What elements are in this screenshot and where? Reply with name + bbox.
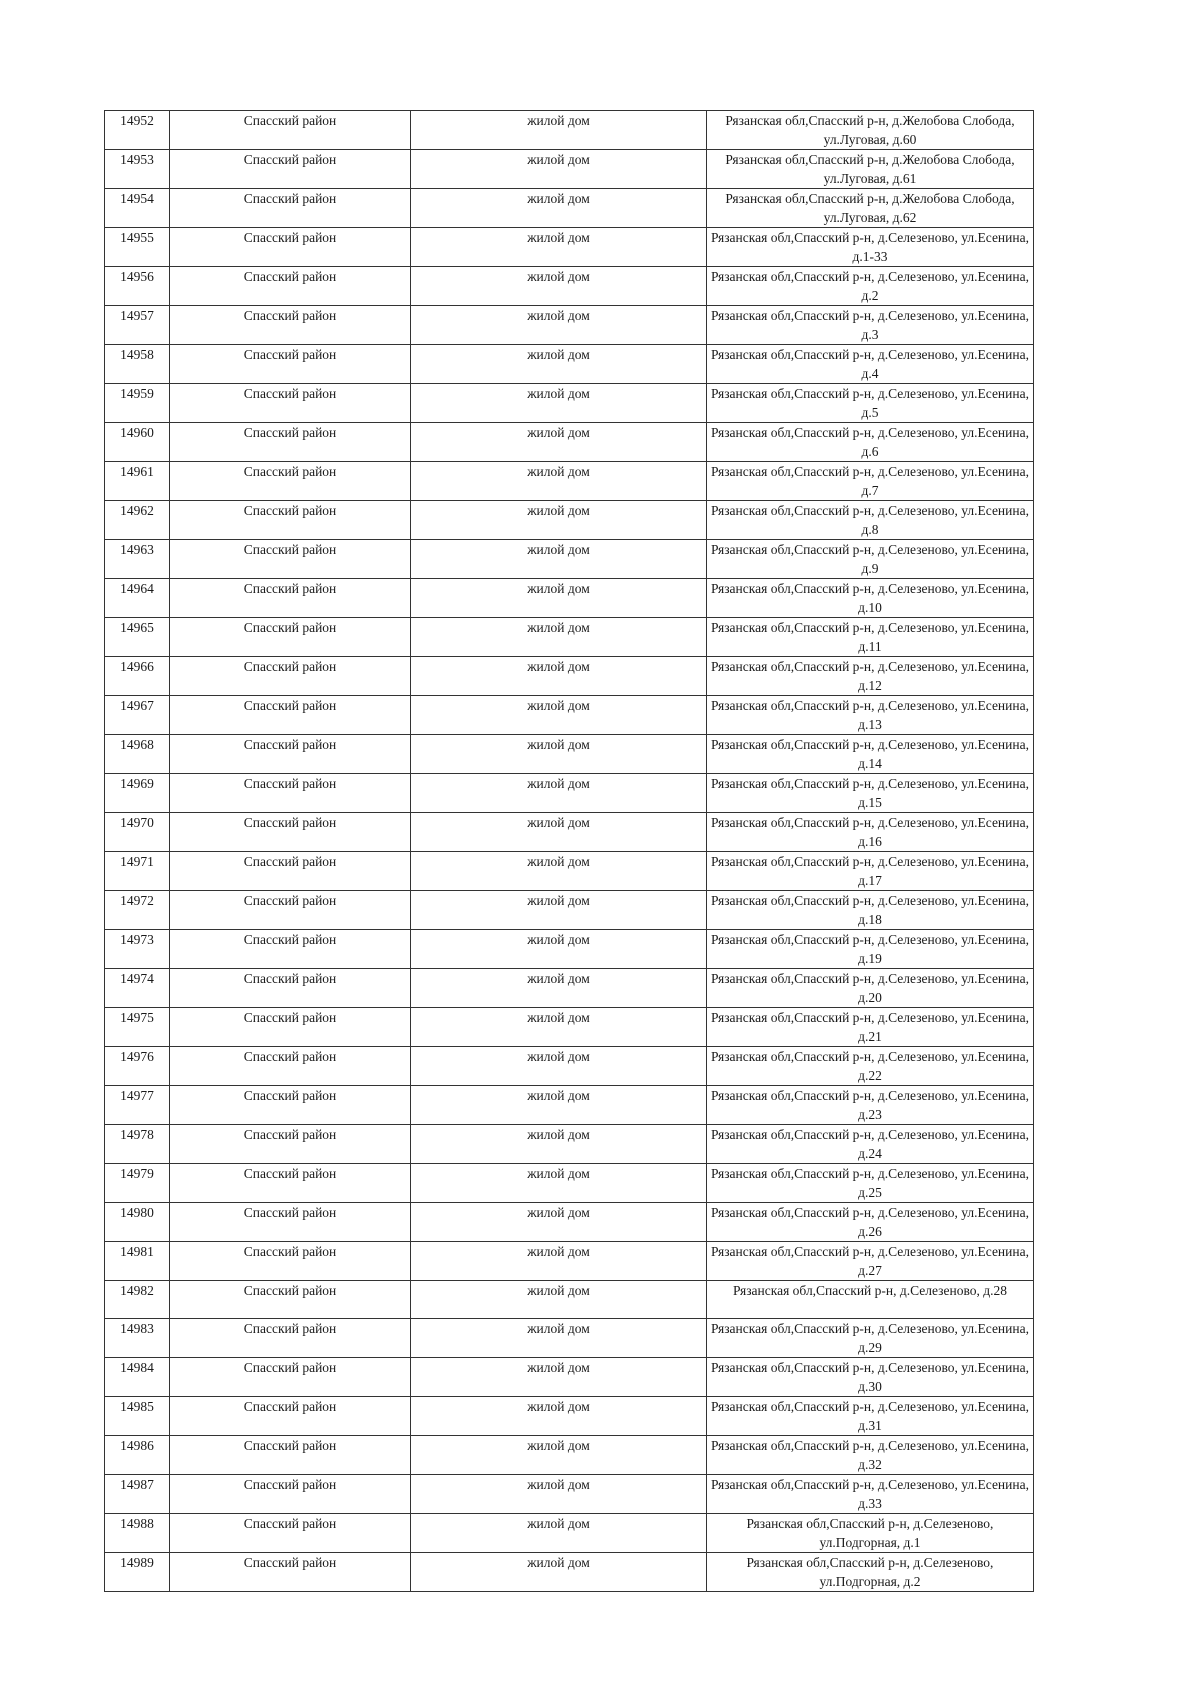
- table-row: [105, 1514, 1034, 1553]
- table-row: [105, 1553, 1034, 1592]
- row-number-cell: 14968: [105, 735, 170, 774]
- district-cell: Спасский район: [170, 540, 411, 579]
- district-cell: Спасский район: [170, 1086, 411, 1125]
- row-number-cell: 14963: [105, 540, 170, 579]
- row-number-cell: 14983: [105, 1319, 170, 1358]
- object-type-cell: жилой дом: [411, 852, 707, 891]
- district-cell: Спасский район: [170, 618, 411, 657]
- object-type-cell: жилой дом: [411, 735, 707, 774]
- address-cell: Рязанская обл,Спасский р-н, д.Селезеново, ул.Есенина, д.12: [707, 657, 1034, 696]
- row-number-cell: 14961: [105, 462, 170, 501]
- table-row: [105, 1319, 1034, 1358]
- row-number-cell: 14988: [105, 1514, 170, 1553]
- table-row: [105, 657, 1034, 696]
- table-row: [105, 228, 1034, 267]
- address-cell: Рязанская обл,Спасский р-н, д.Селезеново, ул.Есенина, д.6: [707, 423, 1034, 462]
- address-cell: Рязанская обл,Спасский р-н, д.Селезеново, ул.Есенина, д.26: [707, 1203, 1034, 1242]
- address-cell: Рязанская обл,Спасский р-н, д.Селезеново, ул.Есенина, д.19: [707, 930, 1034, 969]
- object-type-cell: жилой дом: [411, 306, 707, 345]
- district-cell: Спасский район: [170, 735, 411, 774]
- district-cell: Спасский район: [170, 852, 411, 891]
- table-row: [105, 1125, 1034, 1164]
- district-cell: Спасский район: [170, 384, 411, 423]
- table-row: [105, 150, 1034, 189]
- address-cell: Рязанская обл,Спасский р-н, д.Селезеново, ул.Есенина, д.2: [707, 267, 1034, 306]
- document-page: [104, 110, 1033, 1592]
- row-number-cell: 14982: [105, 1281, 170, 1319]
- district-cell: Спасский район: [170, 1475, 411, 1514]
- address-cell: Рязанская обл,Спасский р-н, д.Селезеново, ул.Есенина, д.9: [707, 540, 1034, 579]
- table-row: [105, 618, 1034, 657]
- address-cell: Рязанская обл,Спасский р-н, д.Желобова Слобода, ул.Луговая, д.60: [707, 111, 1034, 150]
- object-type-cell: жилой дом: [411, 813, 707, 852]
- address-cell: Рязанская обл,Спасский р-н, д.Желобова Слобода, ул.Луговая, д.61: [707, 150, 1034, 189]
- object-type-cell: жилой дом: [411, 345, 707, 384]
- district-cell: Спасский район: [170, 423, 411, 462]
- district-cell: Спасский район: [170, 462, 411, 501]
- district-cell: Спасский район: [170, 1319, 411, 1358]
- address-cell: Рязанская обл,Спасский р-н, д.Селезеново, ул.Есенина, д.15: [707, 774, 1034, 813]
- row-number-cell: 14965: [105, 618, 170, 657]
- object-type-cell: жилой дом: [411, 1203, 707, 1242]
- district-cell: Спасский район: [170, 813, 411, 852]
- district-cell: Спасский район: [170, 657, 411, 696]
- object-type-cell: жилой дом: [411, 501, 707, 540]
- address-cell: Рязанская обл,Спасский р-н, д.Селезеново, ул.Есенина, д.27: [707, 1242, 1034, 1281]
- district-cell: Спасский район: [170, 189, 411, 228]
- row-number-cell: 14953: [105, 150, 170, 189]
- row-number-cell: 14959: [105, 384, 170, 423]
- district-cell: Спасский район: [170, 1203, 411, 1242]
- row-number-cell: 14973: [105, 930, 170, 969]
- table-row: [105, 1242, 1034, 1281]
- table-row: [105, 1008, 1034, 1047]
- table-row: [105, 111, 1034, 150]
- object-type-cell: жилой дом: [411, 969, 707, 1008]
- district-cell: Спасский район: [170, 1397, 411, 1436]
- table-row: [105, 696, 1034, 735]
- table-row: [105, 384, 1034, 423]
- address-cell: Рязанская обл,Спасский р-н, д.Селезеново, ул.Есенина, д.21: [707, 1008, 1034, 1047]
- address-cell: Рязанская обл,Спасский р-н, д.Селезеново, ул.Есенина, д.29: [707, 1319, 1034, 1358]
- district-cell: Спасский район: [170, 1164, 411, 1203]
- address-cell: Рязанская обл,Спасский р-н, д.Селезеново, д.28: [707, 1281, 1034, 1319]
- district-cell: Спасский район: [170, 969, 411, 1008]
- row-number-cell: 14969: [105, 774, 170, 813]
- row-number-cell: 14976: [105, 1047, 170, 1086]
- object-type-cell: жилой дом: [411, 1047, 707, 1086]
- address-cell: Рязанская обл,Спасский р-н, д.Селезеново, ул.Есенина, д.25: [707, 1164, 1034, 1203]
- object-type-cell: жилой дом: [411, 384, 707, 423]
- row-number-cell: 14956: [105, 267, 170, 306]
- table-row: [105, 1436, 1034, 1475]
- table-row: [105, 735, 1034, 774]
- table-row: [105, 189, 1034, 228]
- row-number-cell: 14987: [105, 1475, 170, 1514]
- district-cell: Спасский район: [170, 267, 411, 306]
- row-number-cell: 14952: [105, 111, 170, 150]
- row-number-cell: 14971: [105, 852, 170, 891]
- address-cell: Рязанская обл,Спасский р-н, д.Селезеново, ул.Есенина, д.30: [707, 1358, 1034, 1397]
- address-cell: Рязанская обл,Спасский р-н, д.Селезеново, ул.Есенина, д.23: [707, 1086, 1034, 1125]
- address-cell: Рязанская обл,Спасский р-н, д.Селезеново, ул.Есенина, д.16: [707, 813, 1034, 852]
- object-type-cell: жилой дом: [411, 774, 707, 813]
- object-type-cell: жилой дом: [411, 1514, 707, 1553]
- table-row: [105, 969, 1034, 1008]
- district-cell: Спасский район: [170, 1358, 411, 1397]
- object-type-cell: жилой дом: [411, 267, 707, 306]
- object-type-cell: жилой дом: [411, 1164, 707, 1203]
- table-row: [105, 930, 1034, 969]
- table-row: [105, 1475, 1034, 1514]
- row-number-cell: 14984: [105, 1358, 170, 1397]
- table-row: [105, 891, 1034, 930]
- object-type-cell: жилой дом: [411, 1553, 707, 1592]
- object-type-cell: жилой дом: [411, 1319, 707, 1358]
- address-cell: Рязанская обл,Спасский р-н, д.Селезеново, ул.Есенина, д.13: [707, 696, 1034, 735]
- district-cell: Спасский район: [170, 891, 411, 930]
- table-body: [105, 111, 1034, 1592]
- table-row: [105, 1164, 1034, 1203]
- district-cell: Спасский район: [170, 1125, 411, 1164]
- district-cell: Спасский район: [170, 1514, 411, 1553]
- district-cell: Спасский район: [170, 111, 411, 150]
- row-number-cell: 14974: [105, 969, 170, 1008]
- table-row: [105, 1086, 1034, 1125]
- object-type-cell: жилой дом: [411, 462, 707, 501]
- table-row: [105, 813, 1034, 852]
- address-cell: Рязанская обл,Спасский р-н, д.Селезеново, ул.Есенина, д.22: [707, 1047, 1034, 1086]
- address-cell: Рязанская обл,Спасский р-н, д.Селезеново, ул.Подгорная, д.1: [707, 1514, 1034, 1553]
- table-row: [105, 267, 1034, 306]
- object-type-cell: жилой дом: [411, 150, 707, 189]
- row-number-cell: 14955: [105, 228, 170, 267]
- district-cell: Спасский район: [170, 1436, 411, 1475]
- object-type-cell: жилой дом: [411, 1008, 707, 1047]
- row-number-cell: 14966: [105, 657, 170, 696]
- address-cell: Рязанская обл,Спасский р-н, д.Селезеново, ул.Есенина, д.32: [707, 1436, 1034, 1475]
- district-cell: Спасский район: [170, 774, 411, 813]
- table-row: [105, 345, 1034, 384]
- table-row: [105, 501, 1034, 540]
- row-number-cell: 14967: [105, 696, 170, 735]
- object-type-cell: жилой дом: [411, 1358, 707, 1397]
- district-cell: Спасский район: [170, 579, 411, 618]
- object-type-cell: жилой дом: [411, 1281, 707, 1319]
- row-number-cell: 14977: [105, 1086, 170, 1125]
- table-row: [105, 774, 1034, 813]
- table-row: [105, 1047, 1034, 1086]
- object-type-cell: жилой дом: [411, 228, 707, 267]
- address-cell: Рязанская обл,Спасский р-н, д.Желобова Слобода, ул.Луговая, д.62: [707, 189, 1034, 228]
- object-type-cell: жилой дом: [411, 423, 707, 462]
- object-type-cell: жилой дом: [411, 657, 707, 696]
- table-row: [105, 1397, 1034, 1436]
- row-number-cell: 14979: [105, 1164, 170, 1203]
- address-cell: Рязанская обл,Спасский р-н, д.Селезеново, ул.Есенина, д.24: [707, 1125, 1034, 1164]
- row-number-cell: 14957: [105, 306, 170, 345]
- row-number-cell: 14958: [105, 345, 170, 384]
- address-cell: Рязанская обл,Спасский р-н, д.Селезеново, ул.Есенина, д.10: [707, 579, 1034, 618]
- table-row: [105, 1358, 1034, 1397]
- table-row: [105, 540, 1034, 579]
- row-number-cell: 14962: [105, 501, 170, 540]
- object-type-cell: жилой дом: [411, 540, 707, 579]
- address-cell: Рязанская обл,Спасский р-н, д.Селезеново, ул.Есенина, д.4: [707, 345, 1034, 384]
- row-number-cell: 14981: [105, 1242, 170, 1281]
- row-number-cell: 14978: [105, 1125, 170, 1164]
- table-row: [105, 423, 1034, 462]
- object-type-cell: жилой дом: [411, 1125, 707, 1164]
- row-number-cell: 14975: [105, 1008, 170, 1047]
- address-cell: Рязанская обл,Спасский р-н, д.Селезеново, ул.Есенина, д.5: [707, 384, 1034, 423]
- row-number-cell: 14970: [105, 813, 170, 852]
- row-number-cell: 14989: [105, 1553, 170, 1592]
- object-type-cell: жилой дом: [411, 1475, 707, 1514]
- table-row: [105, 852, 1034, 891]
- district-cell: Спасский район: [170, 228, 411, 267]
- address-cell: Рязанская обл,Спасский р-н, д.Селезеново, ул.Есенина, д.1-33: [707, 228, 1034, 267]
- address-cell: Рязанская обл,Спасский р-н, д.Селезеново, ул.Есенина, д.18: [707, 891, 1034, 930]
- district-cell: Спасский район: [170, 501, 411, 540]
- district-cell: Спасский район: [170, 1281, 411, 1319]
- address-cell: Рязанская обл,Спасский р-н, д.Селезеново, ул.Есенина, д.31: [707, 1397, 1034, 1436]
- object-type-cell: жилой дом: [411, 930, 707, 969]
- row-number-cell: 14964: [105, 579, 170, 618]
- district-cell: Спасский район: [170, 306, 411, 345]
- object-type-cell: жилой дом: [411, 1436, 707, 1475]
- address-cell: Рязанская обл,Спасский р-н, д.Селезеново, ул.Есенина, д.14: [707, 735, 1034, 774]
- district-cell: Спасский район: [170, 150, 411, 189]
- row-number-cell: 14972: [105, 891, 170, 930]
- object-type-cell: жилой дом: [411, 1086, 707, 1125]
- district-cell: Спасский район: [170, 345, 411, 384]
- district-cell: Спасский район: [170, 1008, 411, 1047]
- object-type-cell: жилой дом: [411, 189, 707, 228]
- object-type-cell: жилой дом: [411, 891, 707, 930]
- table-row: [105, 306, 1034, 345]
- table-row: [105, 579, 1034, 618]
- table-row: [105, 462, 1034, 501]
- address-cell: Рязанская обл,Спасский р-н, д.Селезеново, ул.Есенина, д.11: [707, 618, 1034, 657]
- object-type-cell: жилой дом: [411, 618, 707, 657]
- district-cell: Спасский район: [170, 1242, 411, 1281]
- table-row: [105, 1203, 1034, 1242]
- object-type-cell: жилой дом: [411, 696, 707, 735]
- row-number-cell: 14985: [105, 1397, 170, 1436]
- object-type-cell: жилой дом: [411, 1397, 707, 1436]
- row-number-cell: 14986: [105, 1436, 170, 1475]
- property-register-table: [104, 110, 1034, 1592]
- address-cell: Рязанская обл,Спасский р-н, д.Селезеново, ул.Есенина, д.8: [707, 501, 1034, 540]
- address-cell: Рязанская обл,Спасский р-н, д.Селезеново, ул.Есенина, д.20: [707, 969, 1034, 1008]
- address-cell: Рязанская обл,Спасский р-н, д.Селезеново, ул.Есенина, д.17: [707, 852, 1034, 891]
- district-cell: Спасский район: [170, 696, 411, 735]
- row-number-cell: 14980: [105, 1203, 170, 1242]
- table-row: [105, 1281, 1034, 1319]
- district-cell: Спасский район: [170, 1553, 411, 1592]
- district-cell: Спасский район: [170, 1047, 411, 1086]
- object-type-cell: жилой дом: [411, 1242, 707, 1281]
- address-cell: Рязанская обл,Спасский р-н, д.Селезеново, ул.Есенина, д.33: [707, 1475, 1034, 1514]
- address-cell: Рязанская обл,Спасский р-н, д.Селезеново, ул.Есенина, д.7: [707, 462, 1034, 501]
- row-number-cell: 14954: [105, 189, 170, 228]
- object-type-cell: жилой дом: [411, 579, 707, 618]
- address-cell: Рязанская обл,Спасский р-н, д.Селезеново, ул.Подгорная, д.2: [707, 1553, 1034, 1592]
- object-type-cell: жилой дом: [411, 111, 707, 150]
- district-cell: Спасский район: [170, 930, 411, 969]
- address-cell: Рязанская обл,Спасский р-н, д.Селезеново, ул.Есенина, д.3: [707, 306, 1034, 345]
- row-number-cell: 14960: [105, 423, 170, 462]
